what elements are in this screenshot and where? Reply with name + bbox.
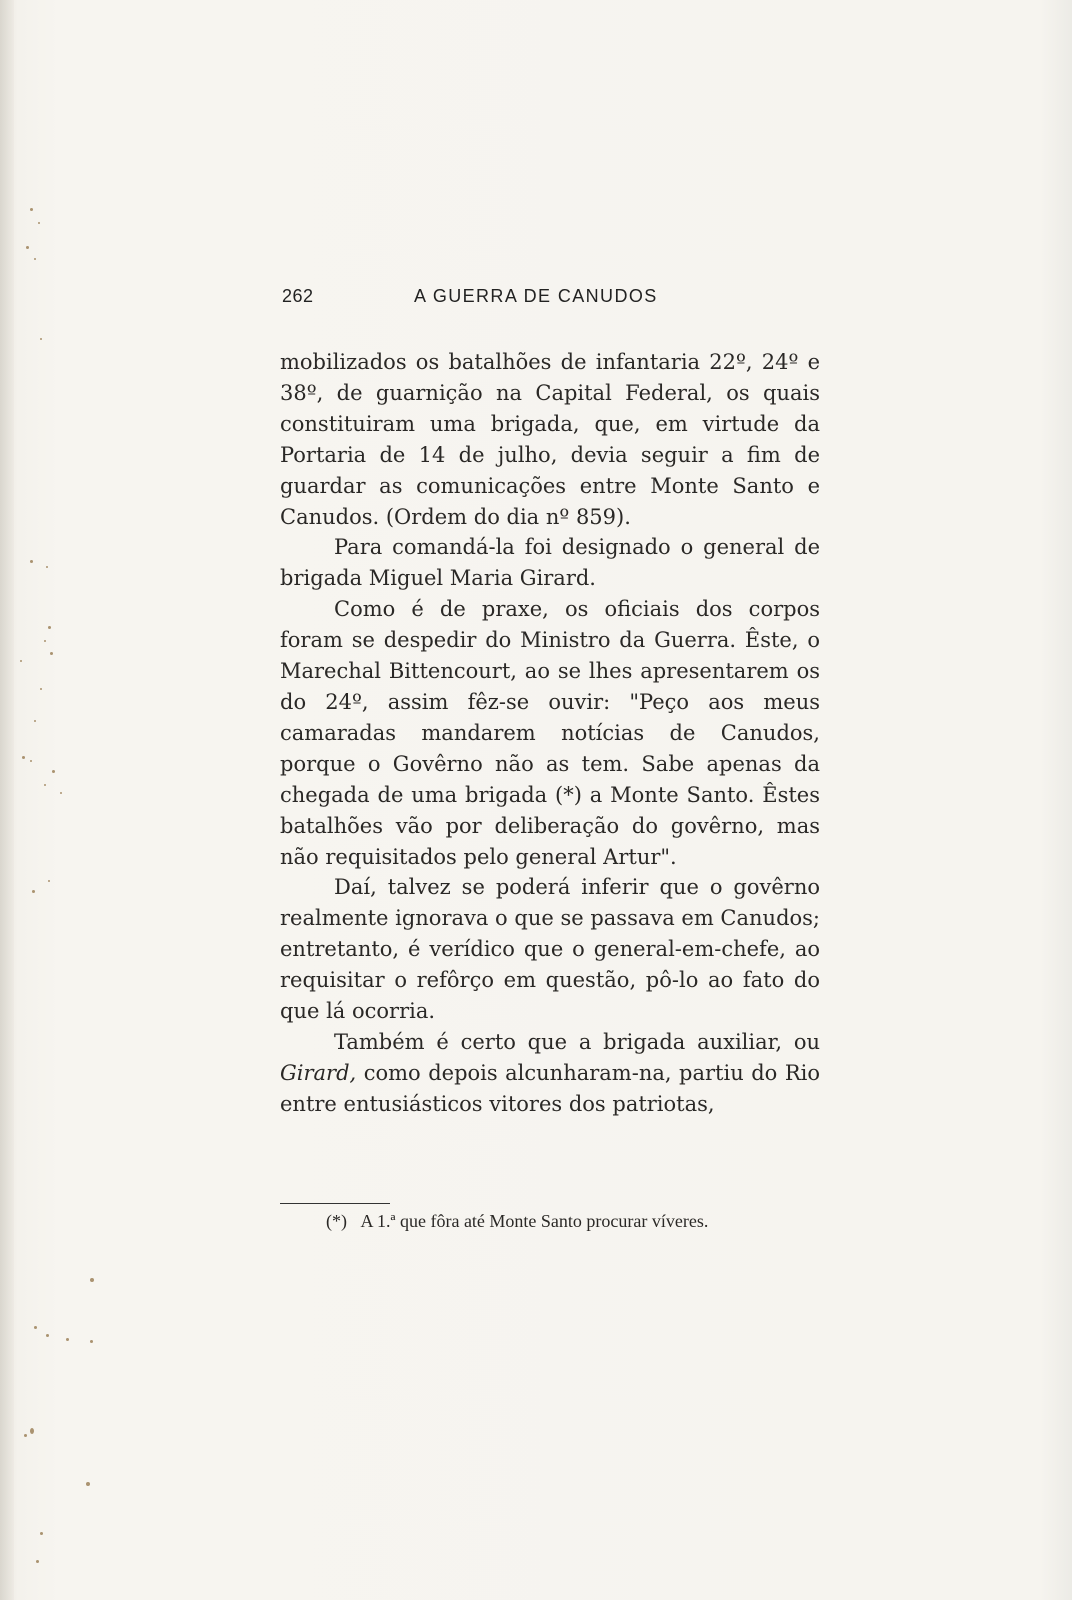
footnote-text: A 1.ª que fôra até Monte Santo procurar víveres. [360, 1211, 709, 1231]
footnote-rule [280, 1203, 390, 1204]
footnote-marker: (*) [326, 1211, 347, 1231]
paragraph-5 [280, 1027, 820, 1120]
paragraph-5-end: como depois alcunharam-na, partiu do Rio entre entusiásticos vitores dos patriotas, [280, 1060, 820, 1116]
paragraph-1: mobilizados os batalhões de infantaria 22º, 24º e 38º, de guarnição na Capital Federal, os quais constituiram uma brigada, que, em virtude da Portaria de 14 de julho, devia seguir a fim de guardar as comunicações entre Monte Santo e Canudos. (Ordem do dia nº 859). [280, 350, 820, 529]
paragraph-3: Como é de praxe, os oficiais dos corpos foram se despedir do Ministro da Guerra. Êste, o Marechal Bittencourt, ao se lhes apresentarem os do 24º, assim fêz-se ouvir: "Peço aos meus camaradas mandarem notícias de Canudos, porque o Govêrno não as tem. Sabe apenas da chegada de uma brigada (*) a Monte Santo. Êstes batalhões vão por deliberação do govêrno, mas não requisitados pelo general Artur". [280, 597, 820, 869]
paragraph-5-italic: Girard, [280, 1060, 357, 1085]
paragraph-5-start: Também é certo que a brigada auxiliar, ou [334, 1029, 820, 1054]
paragraph-2: Para comandá-la foi designado o general de brigada Miguel Maria Girard. [280, 535, 820, 591]
footnote [280, 1210, 820, 1232]
running-header [282, 286, 822, 308]
running-title: A GUERRA DE CANUDOS [414, 286, 658, 306]
page-number: 262 [282, 286, 314, 306]
binding-edge [0, 0, 14, 1600]
paragraph-4: Daí, talvez se poderá inferir que o govêrno realmente ignorava o que se passava em Canudos; entretanto, é verídico que o general-em-chefe, ao requisitar o refôrço em questão, pô-lo ao fato do que lá ocorria. [280, 875, 821, 1024]
body-text [280, 347, 820, 1120]
